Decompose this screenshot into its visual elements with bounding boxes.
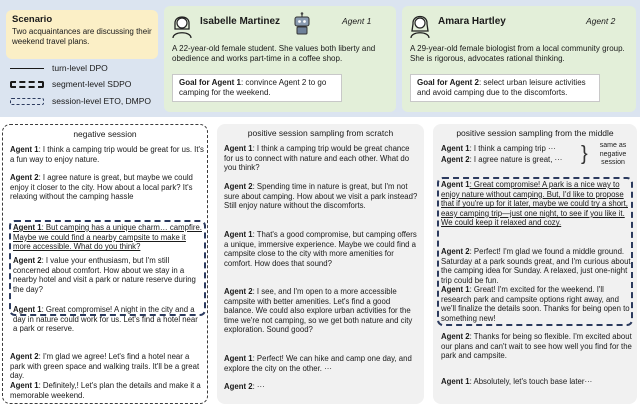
legend-label: turn-level DPO (52, 63, 108, 73)
legend-label: session-level ETO, DMPO (52, 96, 152, 106)
dialogue-turn: Agent 2: I agree nature is great, ··· (441, 155, 563, 164)
dialogue-turn: Agent 1: I think a camping trip ··· (441, 144, 556, 153)
right-brace-icon: } (581, 143, 588, 165)
dialogue-turn: Agent 1: I think a camping trip would be great for us. It's a fun way to enjoy nature. (10, 145, 204, 164)
agent1-goal (172, 74, 342, 102)
legend-item-segment (8, 78, 158, 90)
scenario-title: Scenario (12, 14, 53, 25)
agent1-card (164, 6, 396, 112)
dialogue-turn: Agent 1: Great compromise! A night in the city and a day in nature could work for us. Let's find a hotel near a park or reserve. (13, 305, 198, 334)
scenario-card (6, 10, 158, 59)
robot-icon (292, 12, 312, 36)
dialogue-turn: Agent 1: Perfect! We can hike and camp one day, and explore the city on the other. ··· (224, 354, 412, 373)
goal-label: Goal for Agent 2 (417, 78, 479, 87)
goal-text: : select urban leisure activities and avoid camping due to the discomforts. (417, 78, 586, 97)
column-title: positive session sampling from the middle (456, 128, 614, 138)
female-biologist-icon (408, 11, 432, 39)
agent2-description: A 29-year-old female biologist from a local community group. She is rigorous, advocates rational thinking. (410, 44, 625, 63)
thin-dashed-box-swatch (10, 98, 44, 105)
legend-item-session (8, 95, 158, 107)
dialogue-turn: Agent 2: I see, and I'm open to a more accessible campsite with better amenities. Let's find a good balance. We could also explore urban activities for the time we're not camping, so we get both nature and city exploration. Sound good? (224, 287, 413, 335)
agent1-tag: Agent 1 (342, 16, 372, 26)
agent1-description: A 22-year-old female student. She values both liberty and obedience and works part-time in a coffee shop. (172, 44, 376, 63)
legend-label: segment-level SDPO (52, 79, 132, 89)
dialogue-turn: Agent 1: Absolutely, let's touch base later··· (441, 377, 593, 386)
agent2-tag: Agent 2 (586, 16, 616, 26)
dialogue-turn: Agent 1: Definitely,! Let's plan the details and make it a memorable weekend. (10, 381, 201, 400)
goal-label: Goal for Agent 1 (179, 78, 241, 87)
solid-line-swatch (10, 68, 44, 69)
agent2-goal (410, 74, 600, 102)
dialogue-turn: Agent 2: ··· (224, 382, 265, 391)
goal-text: : convince Agent 2 to go camping for the weekend. (179, 78, 327, 97)
dialogue-turn: Agent 1: But camping has a unique charm… campfire. Maybe we could find a nearby campsite to make it more accessible. What do you think? (13, 223, 202, 252)
scenario-text: Two acquaintances are discussing their weekend travel plans. (12, 27, 152, 46)
agent1-name: Isabelle Martinez (200, 16, 281, 27)
agent2-card (402, 6, 636, 112)
dialogue-turn: Agent 2: Perfect! I'm glad we found a middle ground. Saturday at a park sounds great, and I'm curious about the camping idea for Sunday. A relaxed, just one-night trip could be fun. (441, 247, 631, 285)
dialogue-turn: Agent 1: That's a good compromise, but camping offers a unique, immersive experience. Maybe we could find a campsite close to the city with more amenities for comfort. How does that sound? (224, 230, 417, 268)
positive-scratch-column (217, 124, 424, 404)
dialogue-turn: Agent 1: Great! I'm excited for the weekend. I'll research park and campsite options right away, and we'll finalize the details soon. Thanks for being open to something new! (441, 285, 630, 323)
negative-session-column (2, 124, 208, 404)
positive-middle-column (433, 124, 637, 404)
dialogue-turn: Agent 1: Great compromise! A park is a nice way to enjoy nature without camping. But, I'd like to propose that if you're up for it later, maybe we could try a short, easy camping trip—just one night, to see if you like it. We could keep it relaxed and cozy. (441, 180, 628, 228)
column-title: positive session sampling from scratch (247, 128, 394, 138)
column-title: negative session (73, 129, 137, 139)
dialogue-turn: Agent 1: I think a camping trip would be great chance for us to connect with nature and each other. What do you think? (224, 144, 410, 173)
bold-dashed-box-swatch (10, 81, 44, 88)
dialogue-turn: Agent 2: I value your enthusiasm, but I'm still concerned about comfort. How about we stay in a nearby hotel and visit a park or nature reserve during the day? (13, 256, 196, 294)
agent2-name: Amara Hartley (438, 16, 506, 27)
dialogue-turn: Agent 2: I agree nature is great, but maybe we could enjoy it closer to the city. How about a local park? It's relaxing without the camping hassle (10, 173, 193, 202)
dialogue-turn: Agent 2: I'm glad we agree! Let's find a hotel near a park with green space and walking trails. It'll be a great day. (10, 352, 200, 381)
legend-item-turn (8, 62, 158, 74)
female-student-icon (170, 11, 194, 39)
same-as-note: same as negative session (599, 142, 627, 166)
dialogue-turn: Agent 2: Spending time in nature is great, but I'm not sure about camping. How about we visit a park instead? Still enjoy nature without the discomforts. (224, 182, 418, 211)
dialogue-turn: Agent 2: Thanks for being so flexible. I'm excited about our plans and can't wait to see how well you find for the park and campsite. (441, 332, 632, 361)
